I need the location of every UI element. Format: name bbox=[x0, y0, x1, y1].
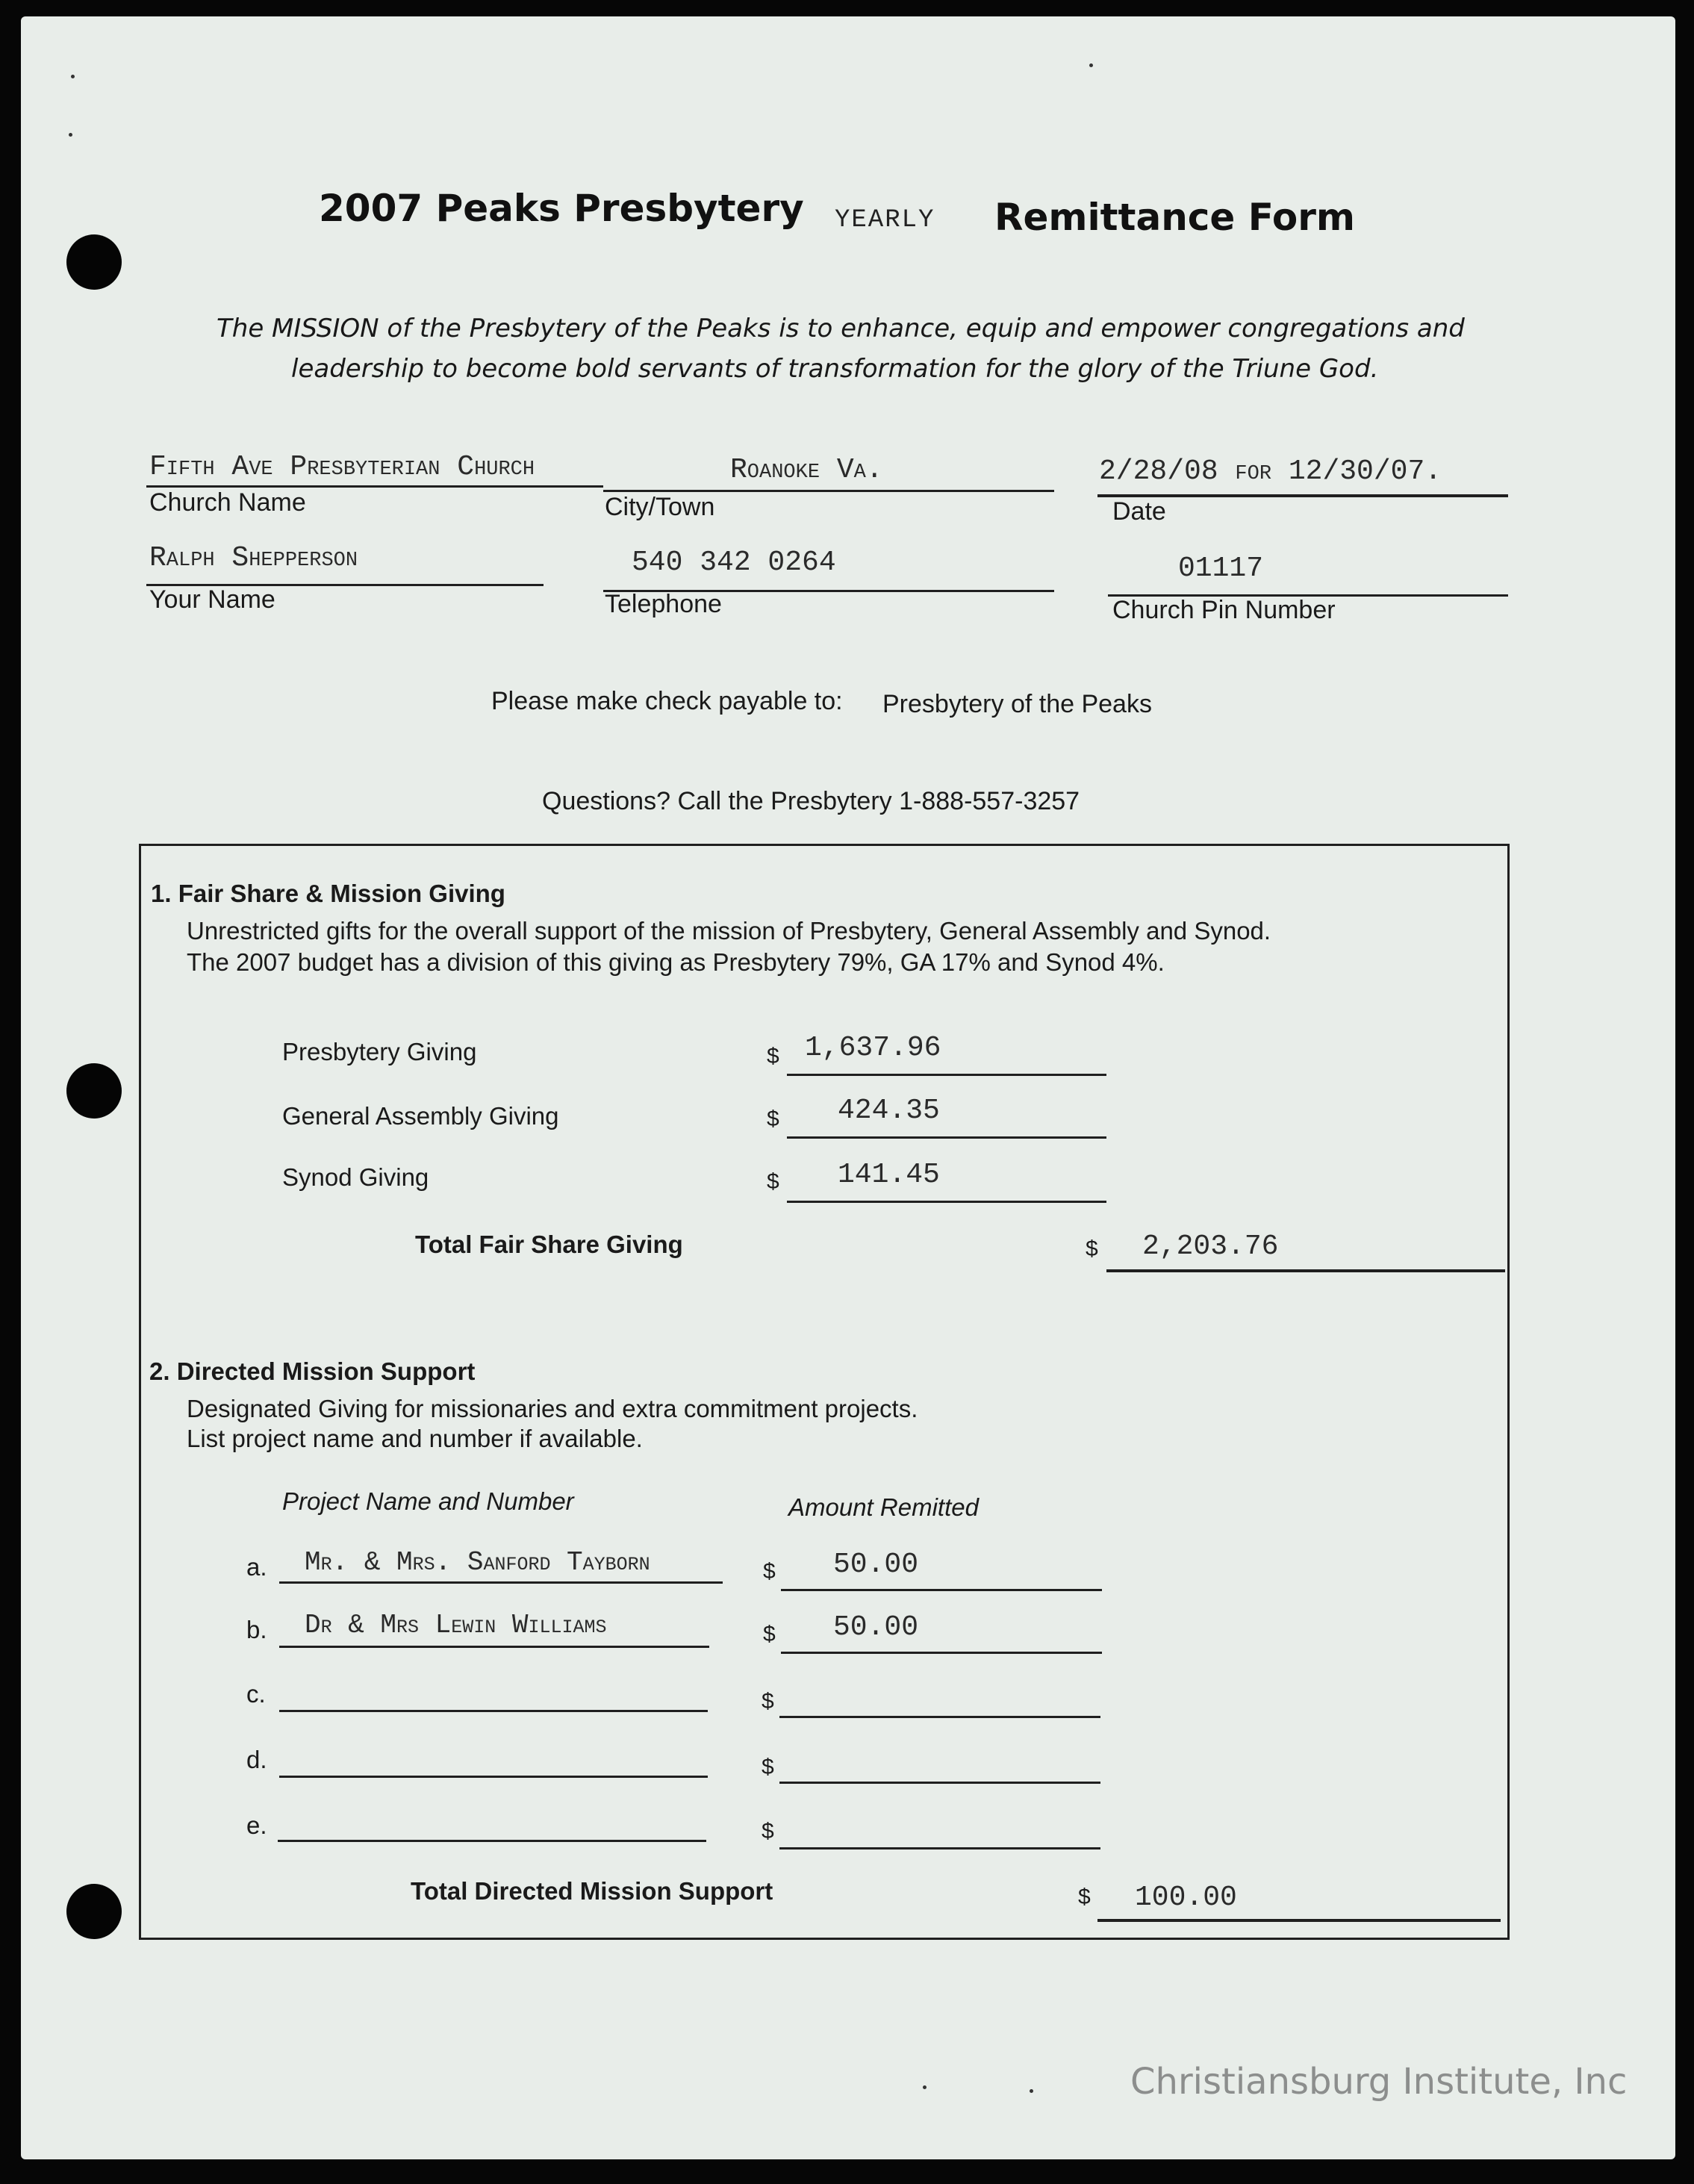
payable-label: Please make check payable to: bbox=[491, 687, 843, 715]
section-2-heading: 2. Directed Mission Support bbox=[149, 1357, 476, 1385]
project-row-c-underline bbox=[279, 1710, 708, 1712]
section-2-desc-line-1: Designated Giving for missionaries and extra commitment projects. bbox=[187, 1395, 918, 1422]
total-directed-label: Total Directed Mission Support bbox=[411, 1877, 773, 1905]
total-fair-share-label: Total Fair Share Giving bbox=[415, 1231, 683, 1258]
binder-hole-bottom bbox=[66, 1884, 122, 1939]
paper-speck bbox=[69, 133, 72, 137]
total-fair-share-dollar: $ bbox=[1086, 1236, 1098, 1261]
synod-giving-label: Synod Giving bbox=[282, 1163, 429, 1191]
total-directed-dollar: $ bbox=[1078, 1885, 1091, 1909]
total-fair-share-underline bbox=[1106, 1269, 1505, 1272]
paper-speck bbox=[1030, 2089, 1033, 2093]
paper-speck bbox=[923, 2085, 927, 2089]
project-row-b-amount[interactable]: 50.00 bbox=[833, 1611, 919, 1643]
presbytery-giving-dollar: $ bbox=[767, 1044, 779, 1068]
form-title-right: Remittance Form bbox=[994, 196, 1355, 239]
paper-speck bbox=[1089, 63, 1093, 67]
project-name-column-header: Project Name and Number bbox=[282, 1487, 574, 1515]
total-fair-share-amount[interactable]: 2,203.76 bbox=[1142, 1231, 1279, 1263]
general-assembly-giving-amount[interactable]: 424.35 bbox=[838, 1095, 940, 1127]
project-row-e-underline bbox=[278, 1840, 706, 1842]
general-assembly-giving-label: General Assembly Giving bbox=[282, 1102, 559, 1130]
project-row-d-underline bbox=[279, 1776, 708, 1778]
project-row-c-amount-underline bbox=[779, 1716, 1100, 1718]
project-row-a-underline bbox=[279, 1581, 723, 1584]
your-name-label: Your Name bbox=[149, 585, 275, 614]
project-row-d-dollar: $ bbox=[762, 1755, 774, 1779]
binder-hole-middle bbox=[66, 1063, 122, 1119]
telephone-label: Telephone bbox=[605, 590, 722, 618]
project-row-a-name[interactable]: Mr. & Mrs. Sanford Tayborn bbox=[305, 1547, 650, 1578]
section-2-desc-line-2: List project name and number if available. bbox=[187, 1425, 643, 1452]
your-name-value[interactable]: Ralph Shepperson bbox=[149, 542, 358, 574]
total-directed-amount[interactable]: 100.00 bbox=[1135, 1882, 1237, 1914]
telephone-value[interactable]: 540 342 0264 bbox=[632, 547, 836, 579]
section-1-desc-line-1: Unrestricted gifts for the overall support of the mission of Presbytery, General Assembly and Synod. bbox=[187, 917, 1271, 945]
project-row-e-letter: e. bbox=[246, 1811, 267, 1839]
project-row-a-amount-underline bbox=[781, 1589, 1102, 1591]
date-value[interactable]: 2/28/08 for 12/30/07. bbox=[1099, 455, 1442, 488]
total-directed-underline bbox=[1097, 1919, 1501, 1922]
project-row-b-underline bbox=[279, 1646, 709, 1648]
project-row-a-amount[interactable]: 50.00 bbox=[833, 1549, 919, 1581]
general-assembly-giving-dollar: $ bbox=[767, 1107, 779, 1131]
presbytery-giving-underline bbox=[787, 1074, 1106, 1076]
city-label: City/Town bbox=[605, 493, 715, 521]
project-row-b-amount-underline bbox=[781, 1652, 1102, 1654]
binder-hole-top bbox=[66, 234, 122, 290]
payable-value: Presbytery of the Peaks bbox=[882, 690, 1152, 718]
presbytery-giving-amount[interactable]: 1,637.96 bbox=[805, 1032, 941, 1064]
project-row-d-amount-underline bbox=[779, 1782, 1100, 1784]
section-1-heading: 1. Fair Share & Mission Giving bbox=[151, 880, 505, 907]
project-row-d-letter: d. bbox=[246, 1746, 267, 1773]
questions-line: Questions? Call the Presbytery 1-888-557-3257 bbox=[542, 787, 1080, 815]
form-title-left: 2007 Peaks Presbytery bbox=[319, 187, 804, 230]
city-value[interactable]: Roanoke Va. bbox=[730, 454, 883, 486]
synod-giving-amount[interactable]: 141.45 bbox=[838, 1159, 940, 1191]
synod-giving-dollar: $ bbox=[767, 1169, 779, 1194]
paper-speck bbox=[71, 75, 75, 78]
presbytery-giving-label: Presbytery Giving bbox=[282, 1038, 477, 1065]
project-row-c-letter: c. bbox=[246, 1680, 266, 1708]
date-label: Date bbox=[1112, 497, 1166, 526]
city-underline bbox=[603, 490, 1054, 492]
project-row-e-dollar: $ bbox=[762, 1819, 774, 1844]
project-row-b-letter: b. bbox=[246, 1616, 267, 1643]
church-name-underline bbox=[146, 485, 603, 488]
mission-statement-line-1: The MISSION of the Presbytery of the Peaks is to enhance, equip and empower congregations and bbox=[217, 314, 1465, 343]
mission-statement-line-2: leadership to become bold servants of transformation for the glory of the Triune God. bbox=[291, 354, 1379, 384]
project-row-c-dollar: $ bbox=[762, 1689, 774, 1714]
synod-giving-underline bbox=[787, 1201, 1106, 1203]
amount-remitted-column-header: Amount Remitted bbox=[788, 1493, 979, 1521]
project-row-b-dollar: $ bbox=[763, 1622, 776, 1646]
church-name-value[interactable]: Fifth Ave Presbyterian Church bbox=[149, 451, 535, 483]
project-row-b-name[interactable]: Dr & Mrs Lewin Williams bbox=[305, 1610, 607, 1640]
project-row-a-letter: a. bbox=[246, 1553, 267, 1581]
watermark-credit: Christiansburg Institute, Inc bbox=[1130, 2061, 1628, 2103]
project-row-e-amount-underline bbox=[779, 1847, 1100, 1849]
church-pin-value[interactable]: 01117 bbox=[1178, 553, 1264, 585]
form-title-yearly: YEARLY bbox=[835, 206, 935, 234]
church-pin-label: Church Pin Number bbox=[1112, 596, 1336, 624]
church-name-label: Church Name bbox=[149, 488, 306, 517]
project-row-a-dollar: $ bbox=[763, 1559, 776, 1584]
section-1-desc-line-2: The 2007 budget has a division of this giving as Presbytery 79%, GA 17% and Synod 4%. bbox=[187, 948, 1165, 976]
general-assembly-giving-underline bbox=[787, 1136, 1106, 1139]
